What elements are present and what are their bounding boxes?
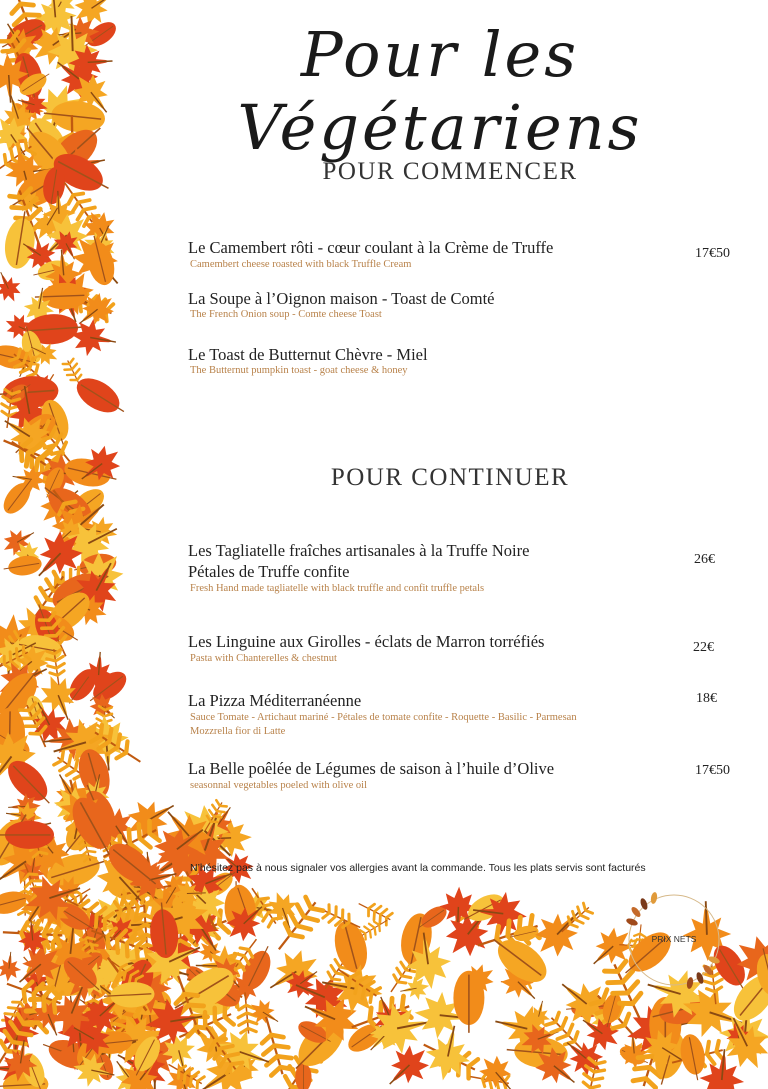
dish-onion-soup-name: La Soupe à l’Oignon maison - Toast de Comté	[188, 289, 495, 308]
dish-onion-soup-description: The French Onion soup - Comte cheese Toast	[190, 309, 382, 320]
dish-butternut-toast-name: Le Toast de Butternut Chèvre - Miel	[188, 345, 428, 364]
dish-tagliatelle-price: 26€	[694, 552, 715, 567]
dish-linguine-description: Pasta with Chanterelles & chestnut	[190, 653, 337, 664]
oval-leaf-icon	[71, 371, 131, 423]
dish-linguine-name: Les Linguine aux Girolles - éclats de Marron torréfiés	[188, 632, 545, 651]
menu-title: Pour les Végétariens	[237, 18, 643, 164]
dish-vegetables-price: 17€50	[695, 763, 730, 778]
dish-pizza-price: 18€	[696, 691, 717, 706]
dish-vegetables-description: seasonnal vegetables poeled with olive oil	[190, 780, 367, 791]
dish-pizza-description: Sauce Tomate - Artichaut mariné - Pétales de tomate confite - Roquette - Basilic - Parmesan	[190, 712, 577, 723]
prix-nets-badge	[618, 884, 730, 996]
dish-pizza-description-line2: Mozzrella fior di Latte	[190, 726, 286, 737]
dish-camembert-description: Camembert cheese roasted with black Truffle Cream	[190, 259, 412, 270]
dish-tagliatelle-name-line2: Pétales de Truffe confite	[188, 562, 350, 581]
maple-leaf-icon	[0, 267, 26, 307]
oval-leaf-icon	[453, 971, 484, 1033]
dish-pizza-name: La Pizza Méditerranéenne	[188, 691, 362, 710]
section-heading-starters: POUR COMMENCER	[322, 158, 578, 185]
allergy-note: N’hésitez pas à nous signaler vos allergies avant la commande. Tous les plats servis sont facturés	[190, 862, 646, 874]
dish-butternut-toast-description: The Butternut pumpkin toast - goat cheese & honey	[190, 365, 408, 376]
maple-leaf-icon	[0, 951, 23, 983]
dish-vegetables-name: La Belle poêlée de Légumes de saison à l’huile d’Olive	[188, 759, 555, 778]
dish-camembert-name: Le Camembert rôti - cœur coulant à la Crème de Truffe	[188, 238, 554, 257]
dish-camembert-price: 17€50	[695, 246, 730, 261]
dish-linguine-price: 22€	[693, 640, 714, 655]
section-heading-mains: POUR CONTINUER	[330, 464, 570, 491]
dish-tagliatelle-name: Les Tagliatelle fraîches artisanales à la Truffe Noire	[188, 541, 530, 560]
badge-label: PRIX NETS	[651, 934, 697, 944]
dish-tagliatelle-description: Fresh Hand made tagliatelle with black truffle and confit truffle petals	[190, 583, 485, 594]
